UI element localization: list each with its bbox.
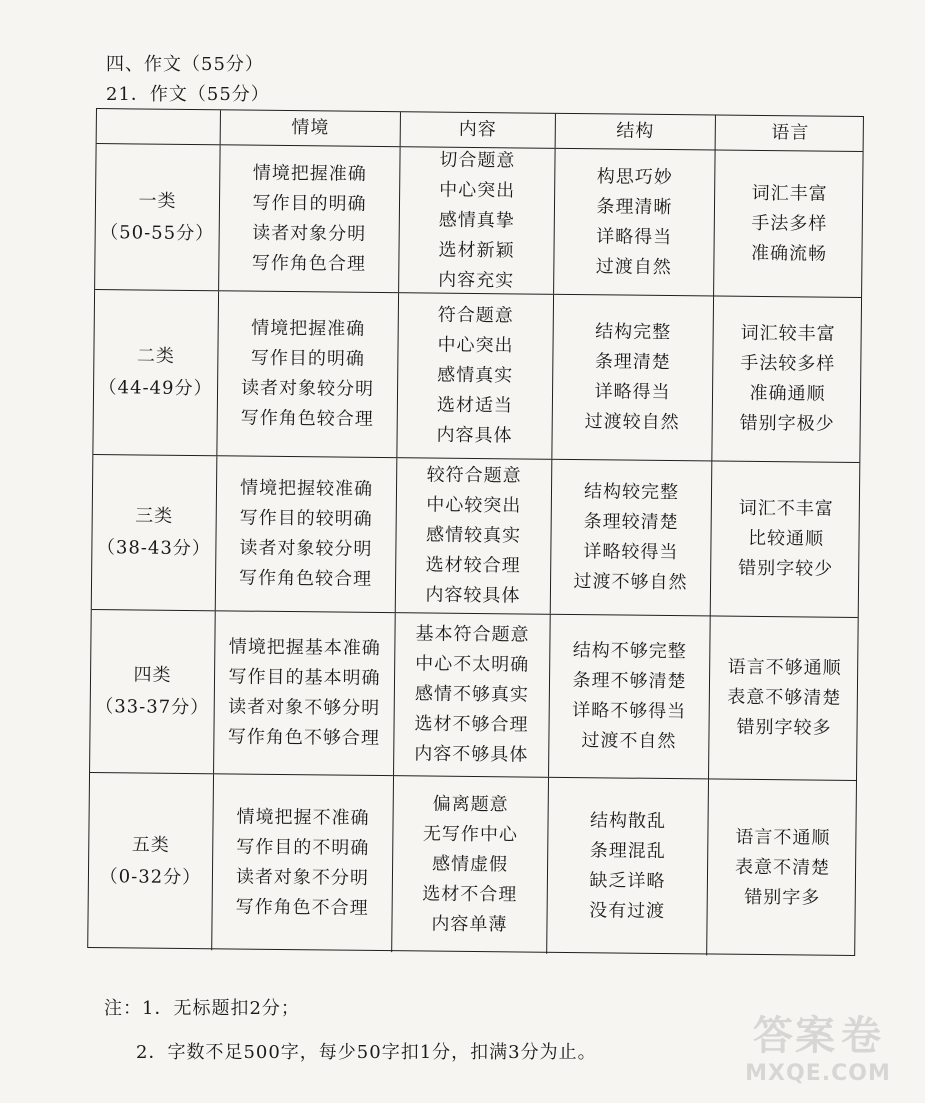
language-criterion: 词汇不丰富 (738, 497, 834, 520)
note-word-count: 2．字数不足500字，每少50字扣1分，扣满3分为止。 (136, 1042, 597, 1063)
category-cell (90, 610, 215, 773)
language-criterion: 语言不通顺 (735, 826, 831, 849)
situation-cell (218, 145, 400, 292)
language-cell (710, 461, 862, 617)
content-criterion: 符合题意 (437, 304, 514, 327)
content-cell (393, 613, 550, 777)
structure-criterion: 详略得当 (596, 225, 673, 248)
situation-criterion: 情境把握不准确 (236, 806, 370, 829)
category-cell (95, 144, 220, 290)
content-criterion: 中心较突出 (426, 494, 522, 517)
situation-criterion: 读者对象不分明 (235, 866, 370, 889)
category-cell (88, 773, 213, 950)
situation-cell (213, 611, 395, 775)
table-row (92, 454, 860, 617)
content-criterion: 选材不合理 (422, 883, 518, 906)
structure-cell (546, 778, 708, 956)
structure-criterion: 条理清晰 (596, 195, 673, 218)
content-criterion: 选材不够合理 (414, 713, 529, 736)
structure-criterion: 结构散乱 (589, 810, 667, 833)
language-criterion: 错别字极少 (739, 412, 835, 435)
situation-criterion: 写作目的明确 (250, 347, 365, 370)
structure-criterion: 条理清楚 (594, 351, 671, 374)
watermark-logo (723, 995, 913, 1095)
header-situation: 情境 (220, 110, 400, 146)
header-language: 语言 (715, 115, 865, 151)
content-criterion: 较符合题意 (426, 464, 522, 487)
table-row (88, 772, 856, 957)
language-criterion: 错别字多 (744, 886, 821, 909)
situation-criterion: 写作目的不明确 (236, 836, 370, 859)
language-criterion: 错别字较多 (736, 716, 832, 739)
situation-criterion: 写作角色不合理 (235, 896, 369, 919)
situation-criterion: 情境把握准确 (252, 162, 367, 185)
situation-criterion: 读者对象分明 (252, 222, 367, 245)
content-criterion: 内容较具体 (425, 584, 521, 607)
structure-criterion: 结构完整 (595, 321, 672, 344)
structure-criterion: 结构不够完整 (572, 640, 687, 663)
content-criterion: 选材适当 (436, 394, 514, 417)
content-cell (396, 293, 553, 459)
structure-criterion: 结构较完整 (583, 481, 680, 504)
structure-criterion: 详略较得当 (583, 541, 679, 564)
table-row (93, 289, 861, 462)
content-criterion: 感情较真实 (425, 524, 522, 547)
situation-criterion: 读者对象不够分明 (228, 696, 381, 720)
structure-criterion: 详略得当 (594, 381, 671, 404)
content-criterion: 中心突出 (439, 179, 516, 201)
language-criterion: 词汇较丰富 (740, 322, 836, 345)
language-cell (711, 296, 863, 462)
category-name: 三类 (135, 505, 174, 527)
category-score-range: （0-32分） (99, 866, 202, 889)
content-criterion: 选材新颖 (438, 239, 515, 261)
content-criterion: 感情真实 (437, 364, 514, 387)
content-criterion: 中心不太明确 (415, 653, 530, 676)
category-score-range: （44-49分） (98, 377, 213, 400)
situation-criterion: 写作角色不够合理 (227, 726, 381, 750)
language-criterion: 表意不清楚 (734, 856, 831, 879)
language-criterion: 准确通顺 (749, 382, 826, 405)
content-criterion: 感情虚假 (431, 853, 509, 876)
situation-criterion: 情境把握较准确 (239, 477, 374, 500)
structure-criterion: 条理不够清楚 (572, 670, 687, 693)
category-cell (93, 290, 218, 455)
content-criterion: 中心突出 (437, 334, 514, 357)
structure-criterion: 过渡不够自然 (573, 571, 688, 594)
content-criterion: 内容单薄 (431, 913, 508, 936)
category-name: 五类 (131, 834, 170, 856)
content-criterion: 基本符合题意 (415, 623, 530, 646)
structure-criterion: 过渡较自然 (584, 411, 680, 434)
structure-cell (550, 460, 712, 616)
structure-criterion: 条理混乱 (589, 840, 666, 863)
situation-criterion: 读者对象较分明 (240, 377, 375, 400)
header-structure: 结构 (555, 114, 715, 150)
situation-criterion: 情境把握基本准确 (228, 636, 381, 660)
note-no-title: 注：1．无标题扣2分； (104, 998, 300, 1019)
situation-cell (215, 456, 397, 612)
language-criterion: 准确流畅 (750, 242, 828, 265)
content-criterion: 偏离题意 (432, 793, 509, 816)
structure-criterion: 条理较清楚 (583, 511, 679, 534)
category-cell (92, 455, 217, 610)
watermark-text: 答案 (753, 1012, 837, 1059)
content-criterion: 无写作中心 (422, 823, 519, 846)
watermark-url: MXQE.COM (745, 1061, 891, 1086)
language-criterion: 比较通顺 (747, 527, 825, 550)
structure-criterion: 过渡不自然 (581, 730, 677, 753)
language-cell (706, 779, 858, 957)
section-heading: 四、作文（55分） (106, 54, 264, 75)
situation-criterion: 写作角色合理 (251, 252, 366, 275)
language-criterion: 手法多样 (751, 212, 828, 235)
language-criterion: 词汇丰富 (751, 182, 828, 205)
table-row (95, 143, 862, 297)
category-name: 二类 (136, 345, 176, 367)
situation-criterion: 写作目的基本明确 (228, 666, 381, 690)
category-name: 一类 (138, 189, 177, 212)
structure-criterion: 没有过渡 (589, 900, 666, 923)
category-score-range: （33-37分） (95, 696, 210, 719)
structure-cell (551, 295, 713, 461)
content-cell (398, 147, 555, 294)
language-cell (713, 150, 865, 297)
structure-criterion: 缺乏详略 (589, 870, 666, 893)
situation-cell (211, 774, 393, 952)
content-criterion: 感情不够真实 (414, 683, 529, 706)
structure-cell (553, 149, 715, 296)
situation-criterion: 写作角色较合理 (240, 407, 374, 430)
content-criterion: 内容具体 (436, 424, 513, 447)
content-cell (391, 776, 548, 954)
situation-criterion: 写作目的较明确 (239, 507, 373, 530)
language-criterion: 手法较多样 (740, 352, 836, 375)
language-criterion: 语言不够通顺 (727, 656, 842, 679)
header-content: 内容 (400, 112, 555, 148)
table-row (90, 609, 858, 780)
language-criterion: 表意不够清楚 (727, 686, 842, 709)
situation-criterion: 情境把握准确 (251, 317, 366, 340)
situation-criterion: 写作目的明确 (252, 192, 367, 215)
situation-criterion: 读者对象较分明 (239, 537, 373, 560)
content-criterion: 切合题意 (439, 149, 516, 171)
language-criterion: 错别字较少 (738, 557, 834, 580)
structure-criterion: 详略不够得当 (572, 700, 687, 723)
category-score-range: （50-55分） (100, 221, 215, 244)
structure-cell (548, 615, 710, 779)
scoring-rubric-table (87, 108, 864, 956)
structure-criterion: 构思巧妙 (596, 165, 673, 188)
structure-criterion: 过渡自然 (595, 255, 672, 278)
content-criterion: 选材较合理 (425, 554, 521, 577)
header-corner (97, 109, 220, 144)
category-name: 四类 (133, 664, 172, 686)
content-cell (395, 458, 552, 614)
content-criterion: 感情真挚 (438, 209, 515, 231)
watermark-badge-icon: 卷 (841, 1012, 883, 1059)
content-criterion: 内容不够具体 (414, 743, 529, 766)
language-cell (708, 616, 860, 780)
situation-criterion: 写作角色较合理 (238, 567, 373, 590)
content-criterion: 内容充实 (438, 269, 515, 291)
situation-cell (216, 291, 398, 457)
category-score-range: （38-43分） (96, 537, 211, 560)
question-heading: 21．作文（55分） (106, 84, 270, 105)
